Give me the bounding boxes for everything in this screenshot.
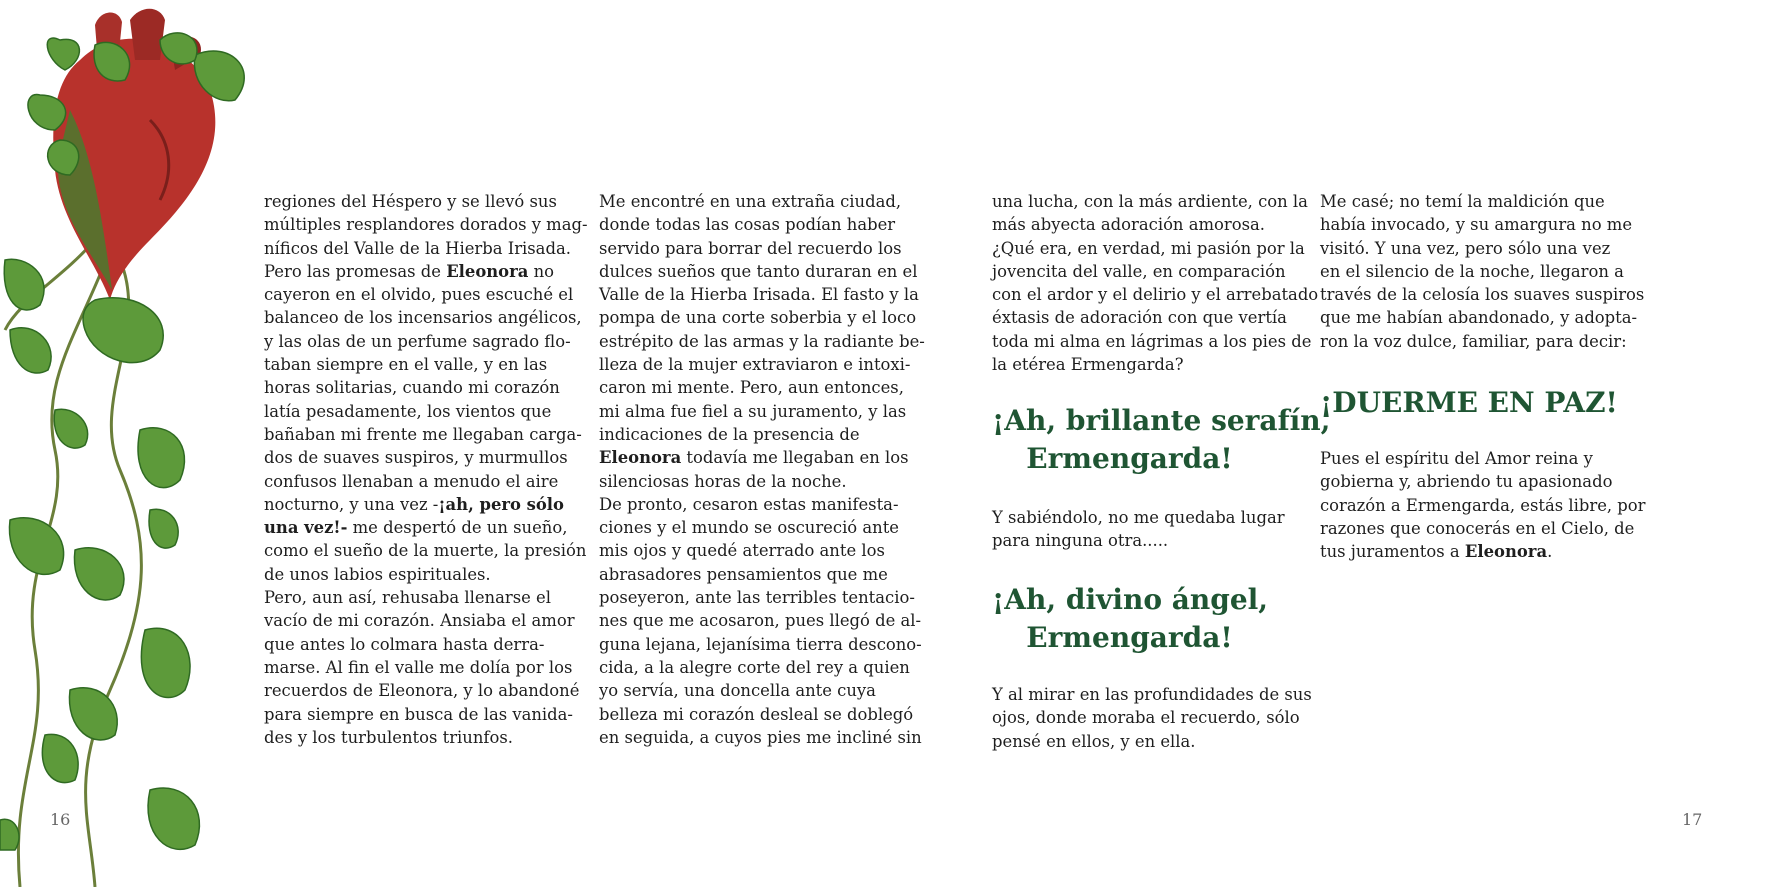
text-line: recuerdos de Eleonora, y lo abandoné [264, 681, 580, 701]
text-line: caron mi mente. Pero, aun entonces, [599, 378, 904, 398]
text-line: vacío de mi corazón. Ansiaba el amor [264, 611, 575, 631]
text-line: Ermengarda! [1026, 621, 1233, 654]
text-line: belleza mi corazón desleal se doblegó [599, 704, 914, 724]
text-line: ¡Ah, brillante serafín, [992, 404, 1331, 437]
text-line: ¡Ah, divino ángel, [992, 583, 1269, 616]
left-column-1 [264, 190, 588, 749]
text-line: la etérea Ermengarda? [992, 355, 1184, 375]
text-line: ron la voz dulce, familiar, para decir: [1320, 331, 1627, 351]
text-line: balanceo de los incensarios angélicos, [264, 308, 582, 328]
text-line: confusos llenaban a menudo el aire [264, 471, 559, 491]
page-number-right: 17 [1682, 810, 1703, 829]
text-line: pensé en ellos, y en ella. [992, 731, 1196, 751]
text-line [1320, 540, 1646, 563]
text-line [264, 493, 588, 516]
text-segment: . [1547, 542, 1553, 562]
text-line: horas solitarias, cuando mi corazón [264, 378, 560, 398]
left-column-2 [599, 190, 925, 749]
bold-name: Eleonora [599, 448, 682, 468]
text-line: marse. Al fin el valle me dolía por los [264, 657, 573, 677]
text-line: una lucha, con la más ardiente, con la [992, 192, 1308, 211]
text-line: yo servía, una doncella ante cuya [599, 681, 876, 701]
text-line: Pero, aun así, rehusaba llenarse el [264, 588, 551, 608]
text-line: Pues el espíritu del Amor reina y [1320, 449, 1593, 468]
text-line: mis ojos y quedé aterrado ante los [599, 541, 885, 561]
text-line: mi alma fue fiel a su juramento, y las [599, 401, 907, 421]
bold-name: una vez!- [264, 518, 348, 538]
text-line: bañaban mi frente me llegaban carga- [264, 424, 582, 444]
text-line: nes que me acosaron, pues llegó de al- [599, 611, 922, 631]
text-line: regiones del Héspero y se llevó sus [264, 192, 557, 211]
text-line: en el silencio de la noche, llegaron a [1320, 261, 1624, 281]
right-column-2-end [1320, 447, 1646, 563]
text-line: guna lejana, lejanísima tierra descono- [599, 634, 922, 654]
heading-divino-angel [992, 581, 1267, 657]
text-line: silenciosas horas de la noche. [599, 471, 847, 491]
text-line: que me habían abandonado, y adopta- [1320, 308, 1638, 328]
text-line: y las olas de un perfume sagrado flo- [264, 331, 571, 351]
right-page [887, 0, 1774, 887]
text-segment: todavía me llegaban en los [681, 448, 909, 468]
text-line: toda mi alma en lágrimas a los pies de [992, 331, 1312, 351]
text-line: cida, a la alegre corte del rey a quien [599, 657, 910, 677]
heading-duerme-en-paz [1320, 384, 1618, 422]
right-column-1-end [992, 683, 1312, 753]
text-line: había invocado, y su amargura no me [1320, 215, 1633, 235]
text-segment: nocturno, y una vez - [264, 494, 439, 514]
text-line: jovencita del valle, en comparación [992, 261, 1286, 281]
text-line: más abyecta adoración amorosa. [992, 215, 1265, 235]
text-line: Me casé; no temí la maldición que [1320, 192, 1605, 211]
text-line: en seguida, a cuyos pies me incliné sin [599, 727, 922, 747]
right-column-1-mid [992, 506, 1285, 553]
text-line: Y sabiéndolo, no me quedaba lugar [992, 508, 1285, 527]
text-line: lleza de la mujer extraviaron e intoxi- [599, 355, 911, 375]
text-line: poseyeron, ante las terribles tentacio- [599, 588, 915, 608]
text-line: para ninguna otra..... [992, 531, 1169, 551]
text-line: dulces sueños que tanto duraran en el [599, 261, 918, 281]
right-column-1-intro [992, 190, 1318, 376]
text-line: razones que conocerás en el Cielo, de [1320, 518, 1635, 538]
text-line: múltiples resplandores dorados y mag- [264, 215, 588, 235]
text-line: Valle de la Hierba Irisada. El fasto y la [599, 285, 919, 305]
text-line: latía pesadamente, los vientos que [264, 401, 552, 421]
text-segment: Pero las promesas de [264, 261, 447, 281]
text-line: través de la celosía los suaves suspiros [1320, 285, 1645, 305]
text-segment: tus juramentos a [1320, 542, 1465, 562]
text-segment: no [528, 261, 555, 281]
text-line: indicaciones de la presencia de [599, 424, 860, 444]
right-column-2-intro [1320, 190, 1644, 353]
text-line: Ermengarda! [1026, 442, 1233, 475]
text-line: Y al mirar en las profundidades de sus [992, 685, 1312, 704]
text-line: cayeron en el olvido, pues escuché el [264, 285, 574, 305]
text-line: ojos, donde moraba el recuerdo, sólo [992, 708, 1300, 728]
text-line: abrasadores pensamientos que me [599, 564, 888, 584]
bold-name: Eleonora [446, 261, 529, 281]
text-line: que antes lo colmara hasta derra- [264, 634, 545, 654]
text-line: pompa de una corte soberbia y el loco [599, 308, 917, 328]
text-line: de unos labios espirituales. [264, 564, 491, 584]
text-line [599, 446, 925, 469]
text-line: ciones y el mundo se oscureció ante [599, 518, 900, 538]
text-line: des y los turbulentos triunfos. [264, 727, 513, 747]
page-number-left: 16 [50, 810, 71, 829]
text-line: como el sueño de la muerte, la presión [264, 541, 587, 561]
text-line: gobierna y, abriendo tu apasionado [1320, 472, 1613, 492]
text-line: estrépito de las armas y la radiante be- [599, 331, 925, 351]
text-line: visitó. Y una vez, pero sólo una vez [1320, 238, 1611, 258]
heart-vine-illustration [0, 0, 270, 887]
text-line: para siempre en busca de las vanida- [264, 704, 573, 724]
bold-name: ¡ah, pero sólo [438, 494, 564, 514]
text-line: De pronto, cesaron estas manifesta- [599, 494, 899, 514]
text-line: ¡DUERME EN PAZ! [1320, 386, 1618, 419]
heading-brillante-serafin [992, 402, 1331, 478]
text-line [264, 516, 588, 539]
bold-name: Eleonora [1464, 542, 1548, 562]
text-line: con el ardor y el delirio y el arrebatado [992, 285, 1319, 305]
text-line: corazón a Ermengarda, estás libre, por [1320, 495, 1646, 515]
text-segment: me despertó de un sueño, [347, 518, 568, 538]
text-line: ¿Qué era, en verdad, mi pasión por la [992, 238, 1305, 258]
text-line: Me encontré en una extraña ciudad, [599, 192, 902, 211]
text-line: donde todas las cosas podían haber [599, 215, 896, 235]
text-line: servido para borrar del recuerdo los [599, 238, 902, 258]
text-line [264, 260, 588, 283]
text-line: taban siempre en el valle, y en las [264, 355, 548, 375]
text-line: níficos del Valle de la Hierba Irisada. [264, 238, 571, 258]
text-line: éxtasis de adoración con que vertía [992, 308, 1287, 328]
text-line: dos de suaves suspiros, y murmullos [264, 448, 568, 468]
